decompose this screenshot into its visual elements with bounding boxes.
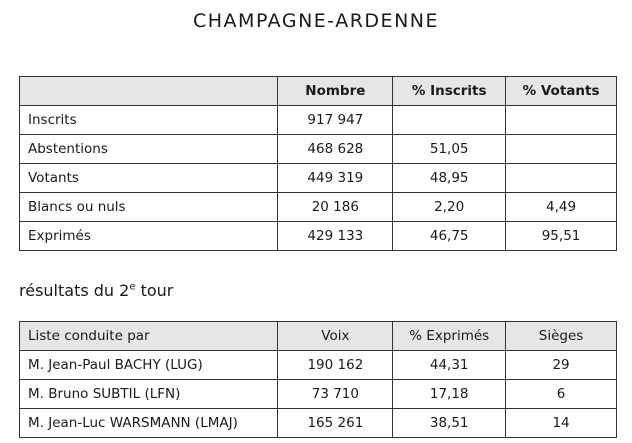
cell: 449 319 [278,164,393,193]
table-header-row [20,322,617,351]
table-row [20,222,617,251]
table-row [20,193,617,222]
header-cell: Voix [278,322,393,351]
table-row [20,409,617,438]
header-cell: % Inscrits [393,77,506,106]
cell [506,135,617,164]
cell: 14 [506,409,617,438]
cell: 190 162 [278,351,393,380]
page-title: CHAMPAGNE-ARDENNE [193,10,439,32]
row-label: Inscrits [20,106,278,135]
row-label: Exprimés [20,222,278,251]
cell: 17,18 [393,380,506,409]
cell: 48,95 [393,164,506,193]
header-cell: % Exprimés [393,322,506,351]
cell: 468 628 [278,135,393,164]
table-row [20,135,617,164]
table-row [20,351,617,380]
results-subtitle [19,281,173,300]
cell: 38,51 [393,409,506,438]
header-cell: Nombre [278,77,393,106]
cell [506,106,617,135]
cell: 6 [506,380,617,409]
header-cell: % Votants [506,77,617,106]
cell: 429 133 [278,222,393,251]
table-row [20,380,617,409]
cell: 95,51 [506,222,617,251]
cell: 2,20 [393,193,506,222]
subtitle-superscript: e [129,281,136,293]
table-row [20,164,617,193]
cell [506,164,617,193]
row-label: Abstentions [20,135,278,164]
list-leader: M. Jean-Paul BACHY (LUG) [20,351,278,380]
cell: 73 710 [278,380,393,409]
table-header-row [20,77,617,106]
row-label: Blancs ou nuls [20,193,278,222]
subtitle-prefix: résultats du 2 [19,281,130,300]
results-table [19,321,617,438]
cell: 20 186 [278,193,393,222]
cell: 44,31 [393,351,506,380]
table-row [20,106,617,135]
header-cell: Sièges [506,322,617,351]
cell: 46,75 [393,222,506,251]
subtitle-suffix: tour [135,281,174,300]
list-leader: M. Bruno SUBTIL (LFN) [20,380,278,409]
header-cell [20,77,278,106]
cell: 29 [506,351,617,380]
list-leader: M. Jean-Luc WARSMANN (LMAJ) [20,409,278,438]
cell: 51,05 [393,135,506,164]
cell: 917 947 [278,106,393,135]
cell [393,106,506,135]
header-cell: Liste conduite par [20,322,278,351]
cell: 165 261 [278,409,393,438]
row-label: Votants [20,164,278,193]
summary-table [19,76,617,251]
cell: 4,49 [506,193,617,222]
